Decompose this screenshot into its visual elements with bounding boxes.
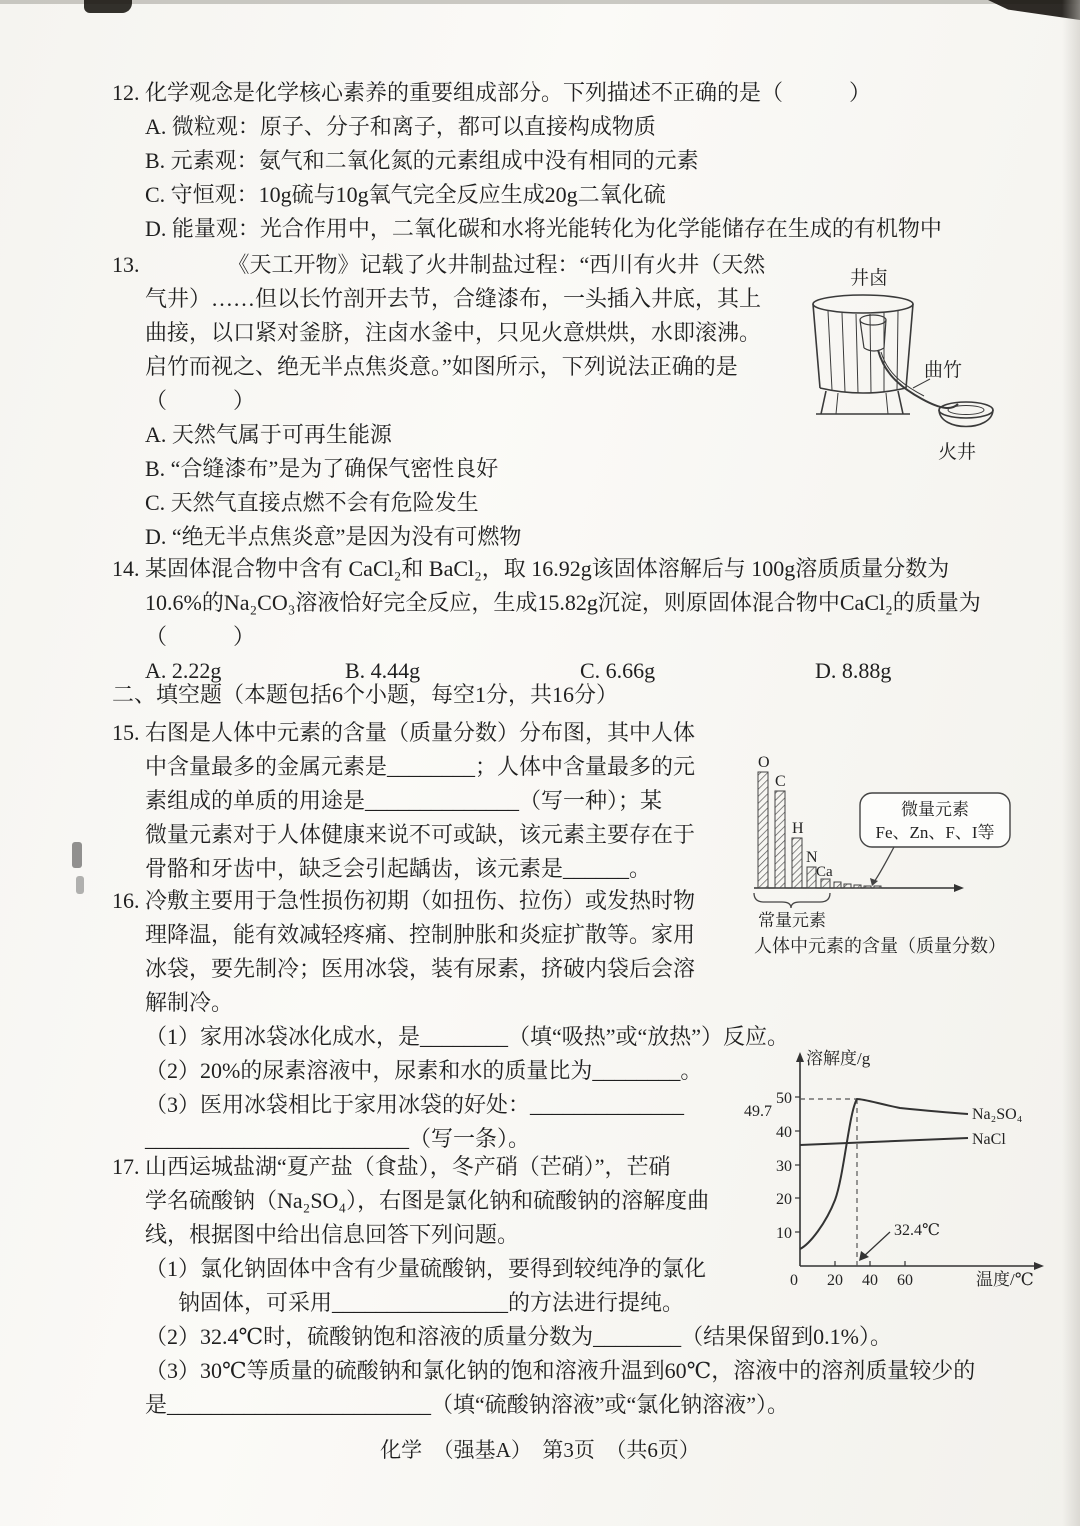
salt-well-label-jinglu: 井卤 bbox=[850, 268, 889, 289]
salt-well-figure bbox=[798, 262, 1033, 474]
question-13 bbox=[112, 248, 765, 554]
q17-sub1-line2: 钠固体，可采用________________的方法进行提纯。 bbox=[178, 1290, 685, 1315]
question-17 bbox=[112, 1150, 975, 1422]
q14-option-a: A. 2.22g bbox=[145, 658, 222, 683]
scan-artifact-edge-mark bbox=[76, 876, 84, 894]
q13-option-d: D. “绝无半点焦炎意”是因为没有可燃物 bbox=[145, 524, 522, 549]
q12-option-d: D. 能量观：光合作用中，二氧化碳和水将光能转化为化学能储存在生成的有机物中 bbox=[145, 216, 942, 241]
q16-sub3-line1: （3）医用冰袋相比于家用冰袋的好处：______________ bbox=[145, 1092, 685, 1117]
q13-stem-line5: （ ） bbox=[145, 388, 256, 413]
y-axis-label: 溶解度/g bbox=[806, 1049, 871, 1068]
xtick-60: 60 bbox=[897, 1272, 913, 1289]
q15-stem-line1: 15. 右图是人体中元素的含量（质量分数）分布图，其中人体 bbox=[112, 720, 696, 745]
ytick-40: 40 bbox=[776, 1124, 792, 1141]
question-12 bbox=[112, 76, 942, 246]
trace-elements-title: 微量元素 bbox=[901, 800, 969, 819]
trace-arrow bbox=[874, 847, 894, 882]
scan-artifact-corner-right bbox=[988, 0, 1080, 20]
ytick-20: 20 bbox=[776, 1191, 792, 1208]
question-16 bbox=[112, 884, 789, 1156]
q13-option-b: B. “合缝漆布”是为了确保气密性良好 bbox=[145, 456, 499, 481]
q15-stem-line2: 中含量最多的金属元素是________；人体中含量最多的元 bbox=[145, 754, 696, 779]
salt-well-label-huojing: 火井 bbox=[938, 442, 977, 463]
xtick-20: 20 bbox=[827, 1272, 843, 1289]
ytick-30: 30 bbox=[776, 1158, 792, 1175]
bar-label-H: H bbox=[792, 820, 804, 837]
q16-sub1: （1）家用冰袋冰化成水，是________（填“吸热”或“放热”）反应。 bbox=[145, 1024, 790, 1049]
q13-option-c: C. 天然气直接点燃不会有危险发生 bbox=[145, 490, 479, 515]
q12-option-b: B. 元素观：氨气和二氧化氮的元素组成中没有相同的元素 bbox=[145, 148, 699, 173]
q14-stem-line2: 10.6%的Na₂CO₃溶液恰好完全反应，生成15.82g沉淀，则原固体混合物中CaCl₂的质量为 bbox=[145, 590, 981, 615]
salt-well-drawing bbox=[813, 295, 993, 427]
q13-stem-line2: 气井）……但以长竹剖开去节，合缝漆布，一头插入井底，其上 bbox=[145, 286, 762, 311]
q15-stem-line5: 骨骼和牙齿中，缺乏会引起龋齿，该元素是______。 bbox=[145, 856, 652, 881]
question-15 bbox=[112, 716, 695, 886]
bar-label-C: C bbox=[775, 773, 786, 790]
trace-elements-list: Fe、Zn、F、I等 bbox=[875, 823, 995, 842]
x-axis-label: 温度/℃ bbox=[976, 1270, 1034, 1289]
scan-artifact-right-edge bbox=[1062, 0, 1080, 1526]
curve-nacl bbox=[800, 1138, 968, 1145]
scan-artifact-corner-left bbox=[84, 0, 132, 13]
footer-text: 化学 （强基A） 第3页 （共6页） bbox=[380, 1438, 700, 1462]
q16-stem-line3: 冰袋，要先制冷；医用冰袋，装有尿素，挤破内袋后会溶 bbox=[145, 956, 696, 981]
q14-option-d: D. 8.88g bbox=[815, 658, 892, 683]
q13-stem-line3: 曲接，以口紧对釜脐，注卤水釜中，只见火意烘烘，水即滚沸。 bbox=[145, 320, 762, 345]
q17-stem-line1: 17. 山西运城盐湖“夏产盐（食盐），冬产硝（芒硝）”，芒硝 bbox=[112, 1154, 671, 1179]
q13-stem-text: 《天工开物》记载了火井制盐过程：“西川有火井（天然 bbox=[227, 252, 766, 277]
trace-arrow-head bbox=[870, 878, 878, 886]
q13-stem-line4: 启竹而视之、绝无半点焦炎意。”如图所示，下列说法正确的是 bbox=[145, 354, 738, 379]
x-axis-arrow bbox=[954, 884, 964, 892]
page-footer bbox=[0, 1434, 1080, 1464]
major-elements-label: 常量元素 bbox=[758, 911, 826, 930]
bar-label-N: N bbox=[806, 849, 818, 866]
q12-option-a: A. 微粒观：原子、分子和离子，都可以直接构成物质 bbox=[145, 114, 656, 139]
q14-stem-line1: 14. 某固体混合物中含有 CaCl₂和 BaCl₂，取 16.92g该固体溶解后与 100g溶质质量分数为 bbox=[112, 556, 950, 581]
section-2-header bbox=[112, 678, 618, 712]
q17-sub3-line1: （3）30℃等质量的硫酸钠和氯化钠的饱和溶液升温到60℃，溶液中的溶剂质量较少的 bbox=[145, 1358, 976, 1383]
scan-artifact-edge-mark bbox=[72, 842, 82, 868]
xtick-40: 40 bbox=[862, 1272, 878, 1289]
y-axis-arrow bbox=[796, 1052, 804, 1062]
series-label-nacl: NaCl bbox=[972, 1131, 1006, 1148]
q16-sub2: （2）20%的尿素溶液中，尿素和水的质量比为________。 bbox=[145, 1058, 703, 1083]
q13-option-a: A. 天然气属于可再生能源 bbox=[145, 422, 392, 447]
q12-stem: 12. 化学观念是化学核心素养的重要组成部分。下列描述不正确的是（ ） bbox=[112, 80, 872, 105]
q17-stem-line2: 学名硫酸钠（Na₂SO₄），右图是氯化钠和硫酸钠的溶解度曲 bbox=[145, 1188, 710, 1213]
section-2-title: 二、填空题（本题包括6个小题，每空1分，共16分） bbox=[112, 682, 619, 707]
q16-stem-line2: 理降温，能有效减轻疼痛、控制肿胀和炎症扩散等。家用 bbox=[145, 922, 696, 947]
question-14 bbox=[112, 552, 981, 688]
q16-stem-line1: 16. 冷敷主要用于急性损伤初期（如扭伤、拉伤）或发热时物 bbox=[112, 888, 696, 913]
q14-option-b: B. 4.44g bbox=[345, 658, 421, 683]
q13-number: 13. bbox=[112, 252, 140, 277]
q15-stem-line3: 素组成的单质的用途是______________（写一种）；某 bbox=[145, 788, 663, 813]
bar-label-Ca: Ca bbox=[816, 864, 833, 880]
special-value-49-7: 49.7 bbox=[744, 1103, 772, 1120]
ytick-50: 50 bbox=[776, 1090, 792, 1107]
q17-stem-line3: 线，根据图中给出信息回答下列问题。 bbox=[145, 1222, 520, 1247]
q16-stem-line4: 解制冷。 bbox=[145, 990, 234, 1015]
scan-artifact-top-strip bbox=[0, 0, 1080, 4]
q14-stem-line3: （ ） bbox=[145, 624, 256, 649]
annotation-temp: 32.4℃ bbox=[894, 1222, 940, 1239]
q15-stem-line4: 微量元素对于人体健康来说不可或缺，该元素主要存在于 bbox=[145, 822, 696, 847]
q14-option-c: C. 6.66g bbox=[580, 658, 656, 683]
ytick-10: 10 bbox=[776, 1225, 792, 1242]
chart-caption: 人体中元素的含量（质量分数） bbox=[754, 936, 1006, 956]
bar-label-O: O bbox=[758, 754, 770, 771]
salt-well-svg bbox=[798, 262, 1033, 474]
x-axis-arrow bbox=[1034, 1262, 1044, 1270]
q12-option-c: C. 守恒观：10g硫与10g氧气完全反应生成20g二氧化硫 bbox=[145, 182, 666, 207]
q16-sub3-line2: ________________________（写一条）。 bbox=[145, 1126, 531, 1151]
q17-sub3-line2: 是________________________（填“硫酸钠溶液”或“氯化钠溶液”）。 bbox=[145, 1392, 790, 1417]
xtick-0: 0 bbox=[790, 1272, 798, 1289]
q17-sub1-line1: （1）氯化钠固体中含有少量硫酸钠，要得到较纯净的氯化 bbox=[145, 1256, 707, 1281]
salt-well-label-quzhu: 曲竹 bbox=[924, 360, 963, 381]
q13-stem-line1 bbox=[112, 248, 765, 282]
series-label-na2so4: Na₂SO₄ bbox=[972, 1106, 1023, 1123]
q17-sub2: （2）32.4℃时，硫酸钠饱和溶液的质量分数为________（结果保留到0.1%）。 bbox=[145, 1324, 892, 1349]
